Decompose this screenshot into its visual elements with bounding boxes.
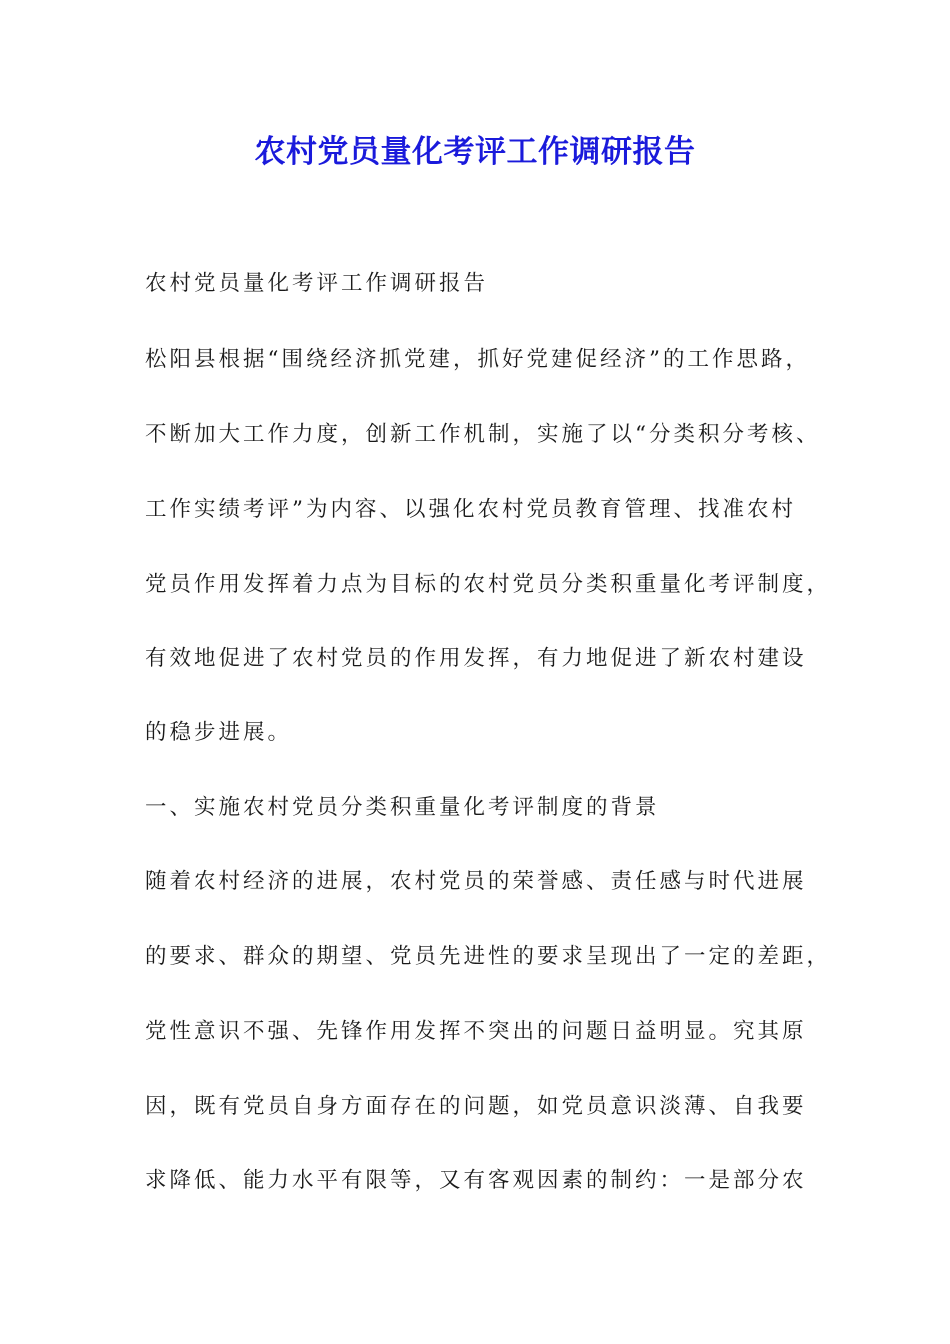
body-text-line: 党员作用发挥着力点为目标的农村党员分类积重量化考评制度， bbox=[145, 572, 832, 597]
body-text-line: 党性意识不强、先锋作用发挥不突出的问题日益明显。究其原 bbox=[145, 1019, 807, 1044]
body-text-line: 有效地促进了农村党员的作用发挥，有力地促进了新农村建设 bbox=[145, 646, 807, 671]
body-text-line: 求降低、能力水平有限等，又有客观因素的制约：一是部分农 bbox=[145, 1168, 807, 1193]
document-title: 农村党员量化考评工作调研报告 bbox=[254, 134, 696, 170]
section-heading: 一、实施农村党员分类积重量化考评制度的背景 bbox=[145, 795, 660, 820]
body-text-line: 的要求、群众的期望、党员先进性的要求呈现出了一定的差距， bbox=[145, 944, 832, 969]
body-text-line: 随着农村经济的进展，农村党员的荣誉感、责任感与时代进展 bbox=[145, 869, 807, 894]
body-text-line: 因，既有党员自身方面存在的问题，如党员意识淡薄、自我要 bbox=[145, 1094, 807, 1119]
body-text-line: 的稳步进展。 bbox=[145, 720, 293, 745]
body-text-line: 工作实绩考评”为内容、以强化农村党员教育管理、找准农村 bbox=[145, 497, 796, 522]
report-subtitle-line: 农村党员量化考评工作调研报告 bbox=[145, 271, 489, 296]
body-text-line: 不断加大工作力度，创新工作机制，实施了以“分类积分考核、 bbox=[145, 422, 821, 447]
body-text-line: 松阳县根据“围绕经济抓党建，抓好党建促经济”的工作思路， bbox=[145, 347, 810, 372]
